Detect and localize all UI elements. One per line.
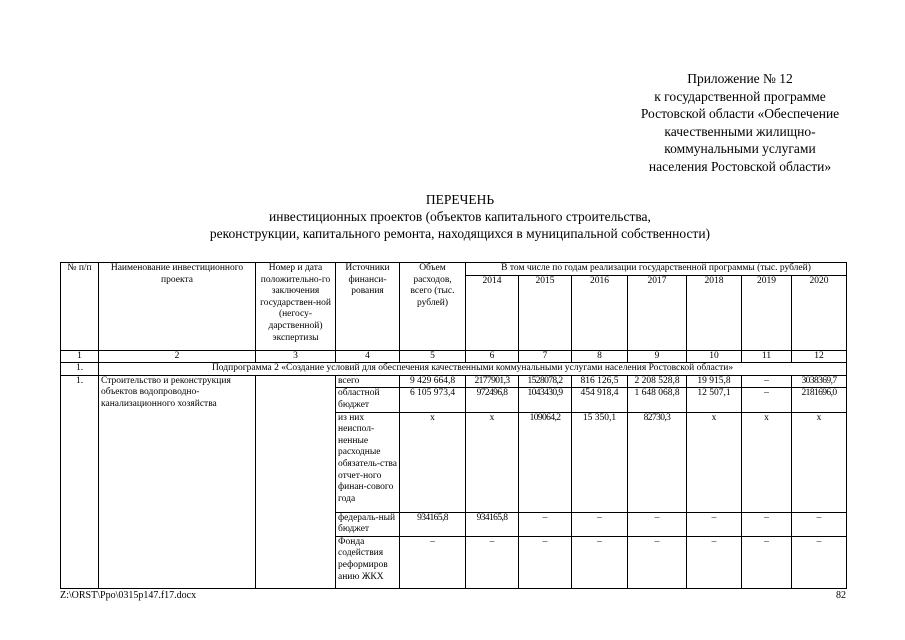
column-number-row: [61, 350, 847, 363]
column-number: 7: [519, 350, 572, 363]
year-value: х: [687, 412, 742, 512]
funding-source: из них неиспол-ненные расходные обязатель-ства отчет-ного финан-сового года: [336, 412, 400, 512]
header-year: 2020: [792, 275, 847, 350]
header-year: 2017: [628, 275, 687, 350]
year-value: –: [742, 388, 792, 412]
header-volume: Объем расходов, всего (тыс. рублей): [400, 263, 466, 351]
year-value: 82730,3: [628, 412, 687, 512]
column-number: 9: [628, 350, 687, 363]
total-volume: 9 429 664,8: [400, 375, 466, 388]
year-value: х: [792, 412, 847, 512]
appendix-line: к государственной программе: [654, 88, 826, 104]
project-name: Строительство и реконструкция объектов водопроводно-канализационного хозяйства: [99, 375, 256, 588]
appendix-line: населения Ростовской области»: [648, 158, 832, 174]
funding-source: федераль-ный бюджет: [336, 512, 400, 536]
year-value: –: [519, 512, 572, 536]
year-value: 934165,8: [466, 512, 519, 536]
total-volume: 934165,8: [400, 512, 466, 536]
year-value: –: [742, 375, 792, 388]
appendix-line: Ростовской области «Обеспечение: [640, 106, 840, 121]
column-number: 6: [466, 350, 519, 363]
investment-projects-table: [60, 262, 847, 589]
year-value: 1043430,9: [519, 388, 572, 412]
year-value: 1528078,2: [519, 375, 572, 388]
year-value: х: [742, 412, 792, 512]
appendix-line: качественными жилищно-: [664, 123, 816, 139]
column-number: 5: [400, 350, 466, 363]
project-num: 1.: [61, 375, 99, 588]
file-path: Z:\ORST\Ppo\0315p147.f17.docx: [60, 590, 197, 601]
column-number: 3: [256, 350, 336, 363]
year-value: 109064,2: [519, 412, 572, 512]
header-year: 2014: [466, 275, 519, 350]
year-value: 2181696,0: [792, 388, 847, 412]
project-expertise: [256, 375, 336, 588]
column-number: 12: [792, 350, 847, 363]
year-value: 1 648 068,8: [628, 388, 687, 412]
year-value: –: [466, 536, 519, 588]
year-value: –: [687, 512, 742, 536]
header-years-group: В том числе по годам реализации государственной программы (тыс. рублей): [466, 263, 847, 276]
appendix-caption: [610, 70, 870, 175]
year-value: –: [792, 512, 847, 536]
column-number: 8: [572, 350, 628, 363]
column-number: 10: [687, 350, 742, 363]
total-volume: –: [400, 536, 466, 588]
total-volume: х: [400, 412, 466, 512]
year-value: 19 915,8: [687, 375, 742, 388]
year-value: 2177901,3: [466, 375, 519, 388]
funding-source: всего: [336, 375, 400, 388]
year-value: –: [519, 536, 572, 588]
header-year: 2018: [687, 275, 742, 350]
subprogram-row: [61, 363, 847, 376]
header-num: № п/п: [61, 263, 99, 351]
header-year: 2016: [572, 275, 628, 350]
year-value: –: [742, 536, 792, 588]
header-year: 2015: [519, 275, 572, 350]
subprogram-num: 1.: [61, 363, 99, 376]
funding-source: Фонда содействия реформиров анию ЖКХ: [336, 536, 400, 588]
title-line: инвестиционных проектов (объектов капитального строительства,: [269, 209, 651, 224]
page-number: 82: [836, 590, 846, 601]
year-value: 454 918,4: [572, 388, 628, 412]
title-line: реконструкции, капитального ремонта, находящихся в муниципальной собственности): [209, 226, 711, 241]
appendix-line: коммунальными услугами: [664, 141, 816, 156]
year-value: –: [572, 512, 628, 536]
year-value: –: [628, 536, 687, 588]
header-row: [61, 263, 847, 276]
header-expertise: Номер и дата положительно-го заключения государствен-ной (негосу-дарственной) экспертизы: [256, 263, 336, 351]
title-heading: ПЕРЕЧЕНЬ: [425, 192, 495, 207]
appendix-line: Приложение № 12: [687, 71, 793, 86]
column-number: 11: [742, 350, 792, 363]
total-volume: 6 105 973,4: [400, 388, 466, 412]
column-number: 4: [336, 350, 400, 363]
header-name: Наименование инвестиционного проекта: [99, 263, 256, 351]
subprogram-title: Подпрограмма 2 «Создание условий для обеспечения качественными коммунальными услугами населения Ростовской области»: [99, 363, 847, 376]
year-value: –: [742, 512, 792, 536]
header-sources: Источники финанси-рования: [336, 263, 400, 351]
header-year: 2019: [742, 275, 792, 350]
year-value: 15 350,1: [572, 412, 628, 512]
year-value: х: [466, 412, 519, 512]
year-value: 3038369,7: [792, 375, 847, 388]
year-value: 2 208 528,8: [628, 375, 687, 388]
year-value: 816 126,5: [572, 375, 628, 388]
funding-source: областной бюджет: [336, 388, 400, 412]
year-value: –: [628, 512, 687, 536]
year-value: 12 507,1: [687, 388, 742, 412]
table-row: [61, 375, 847, 388]
column-number: 2: [99, 350, 256, 363]
year-value: 972496,8: [466, 388, 519, 412]
column-number: 1: [61, 350, 99, 363]
year-value: –: [687, 536, 742, 588]
year-value: –: [792, 536, 847, 588]
document-title: [120, 191, 800, 242]
year-value: –: [572, 536, 628, 588]
